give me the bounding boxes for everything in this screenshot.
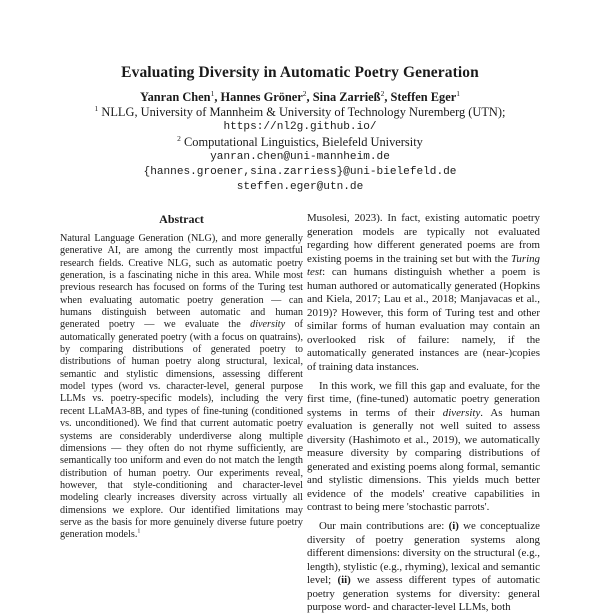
author-name: Steffen Eger	[390, 90, 457, 104]
affiliation-2: $^2$ Computational Linguistics, Bielefeld University	[177, 133, 423, 149]
author-sup: 2	[302, 88, 307, 98]
author-name: Hannes Gröner	[220, 90, 303, 104]
paper-title: Evaluating Diversity in Automatic Poetry Generation	[121, 64, 479, 81]
affiliation-url[interactable]: https://nl2g.github.io/	[223, 121, 377, 133]
footnote-mark: 1	[137, 528, 141, 535]
author-name: Yanran Chen	[140, 90, 211, 104]
intro-column	[307, 212, 540, 615]
paragraph: Musolesi, 2023). In fact, existing automatic poetry generation models are typically not evaluated regarding how different generated poems are from existing poems in the training set but with the Turing test: can humans distinguish whether a poem is human authored or automatically generated (Hopkins and Kiela, 2017; Lau et al., 2018; Manjavacas et al., 2019)? However, this form of Turing test and other similar forms of human evaluation may contain an overlooked risk of failure: namely, if the automatically generated instances are (near-)copies of training data instances.	[307, 212, 540, 374]
email-2[interactable]: {hannes.groener,sina.zarriess}@uni-bielefeld.de	[143, 166, 457, 178]
author-sup: 2	[380, 88, 385, 98]
author-name: Sina Zarrieß	[312, 90, 381, 104]
author-block	[0, 90, 600, 195]
email-1[interactable]: yanran.chen@uni-mannheim.de	[210, 151, 390, 163]
affiliation-1: $^1$ NLLG, University of Mannheim & University of Technology Nuremberg (UTN);	[94, 103, 506, 119]
abstract-heading: Abstract	[159, 212, 204, 226]
paragraph: Our main contributions are: (i) we conceptualize diversity of poetry generation systems along different dimensions: diversity on the structural (e.g., length), stylistic (e.g., rhyming), lexical and semantic level; (ii) we assess different types of automatic poetry generation systems for diversity: general purpose word- and character-level LLMs, both	[307, 520, 540, 614]
abstract-text: Natural Language Generation (NLG), and more generally generative AI, are among the currently most impactful research fields. Creative NLG, such as automatic poetry generation, is a fascinating niche in this area. While most previous research has focused on forms of the Turing test when evaluating automatic poetry generation — can humans distinguish between automatic and human generated poetry — we evaluate the diversity of automatically generated poetry (with a focus on quatrains), by comparing distributions of generated poetry to distributions of human poetry along structural, lexical, semantic and stylistic dimensions, assessing different model types (word vs. character-level, general purpose LLMs vs. poetry-specific models), including the very recent LLaMA3-8B, and types of fine-tuning (conditioned vs. unconditioned). We find that current automatic poetry systems are considerably underdiverse along multiple dimensions — they often do not rhyme sufficiently, are semantically too uniform and even do not match the length distribution of human poetry. Our experiments reveal, however, that style-conditioning and character-level modeling clearly increases diversity across virtually all dimensions we explore. Our identified limitations may serve as the basis for more genuinely diverse future poetry generation models.$^1$	[60, 233, 303, 541]
email-3[interactable]: steffen.eger@utn.de	[236, 181, 364, 193]
author-names: Yanran Chen$^1$, Hannes Gröner$^2$, Sina Zarrieß$^2$, Steffen Eger$^1$	[140, 88, 460, 104]
paragraph: In this work, we fill this gap and evaluate, for the first time, (fine-tuned) automatic poetry generation systems in terms of their diversity. As human evaluation is generally not well suited to assess diversity (Hashimoto et al., 2019), we automatically measure diversity by comparing distributions of generated and existing poems along formal, semantic and stylistic dimensions. This yields much better evidence of the models' creative capabilities in contrast to being mere 'stochastic parrots'.	[307, 379, 540, 514]
author-sup: 1	[210, 88, 215, 98]
author-sup: 1	[456, 88, 460, 98]
